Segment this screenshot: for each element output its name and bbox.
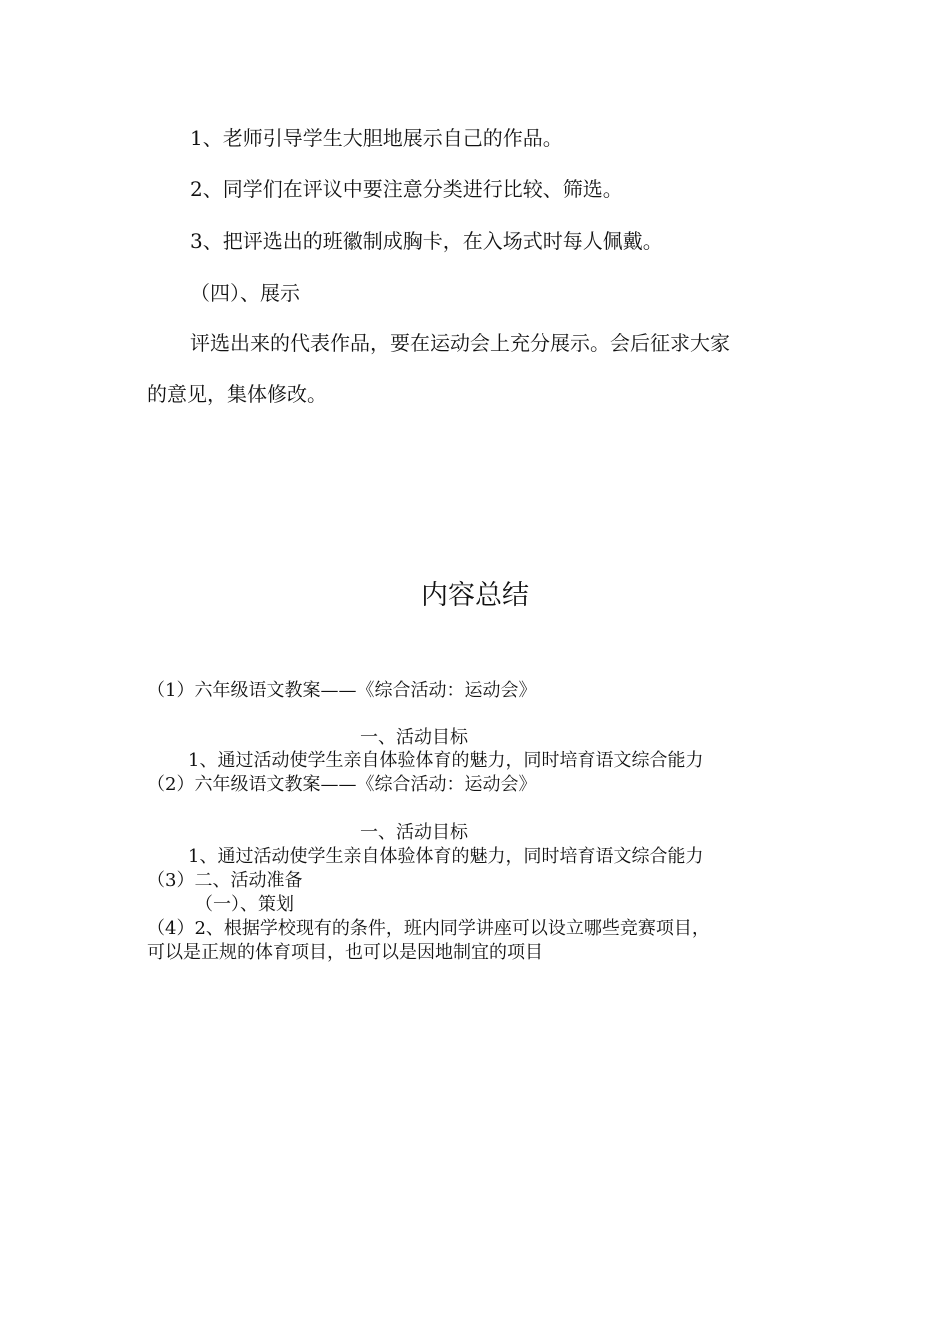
summary-line: 1、通过活动使学生亲自体验体育的魅力，同时培育语文综合能力	[188, 750, 704, 771]
paragraph-5-line-2: 的意见，集体修改。	[147, 382, 327, 406]
summary-item-1: （1）六年级语文教案——《综合活动：运动会》	[147, 680, 537, 701]
summary-line: （一）、策划	[195, 894, 294, 915]
section-heading-display: （四）、展示	[190, 281, 300, 305]
summary-subheading: 一、活动目标	[360, 727, 468, 748]
paragraph-5-line-1: 评选出来的代表作品，要在运动会上充分展示。会后征求大家	[190, 331, 730, 355]
summary-subheading: 一、活动目标	[360, 822, 468, 843]
summary-item-2: （2）六年级语文教案——《综合活动：运动会》	[147, 774, 537, 795]
summary-item-4: （4）2、根据学校现有的条件，班内同学讲座可以设立哪些竞赛项目，	[147, 918, 710, 939]
summary-line: 可以是正规的体育项目，也可以是因地制宜的项目	[147, 942, 543, 963]
paragraph-1: 1、老师引导学生大胆地展示自己的作品。	[190, 126, 563, 150]
summary-line: 1、通过活动使学生亲自体验体育的魅力，同时培育语文综合能力	[188, 846, 704, 867]
paragraph-3: 3、把评选出的班徽制成胸卡，在入场式时每人佩戴。	[190, 229, 663, 253]
summary-item-3: （3）二、活动准备	[147, 870, 303, 891]
summary-title: 内容总结	[421, 580, 529, 611]
paragraph-2: 2、同学们在评议中要注意分类进行比较、筛选。	[190, 177, 623, 201]
